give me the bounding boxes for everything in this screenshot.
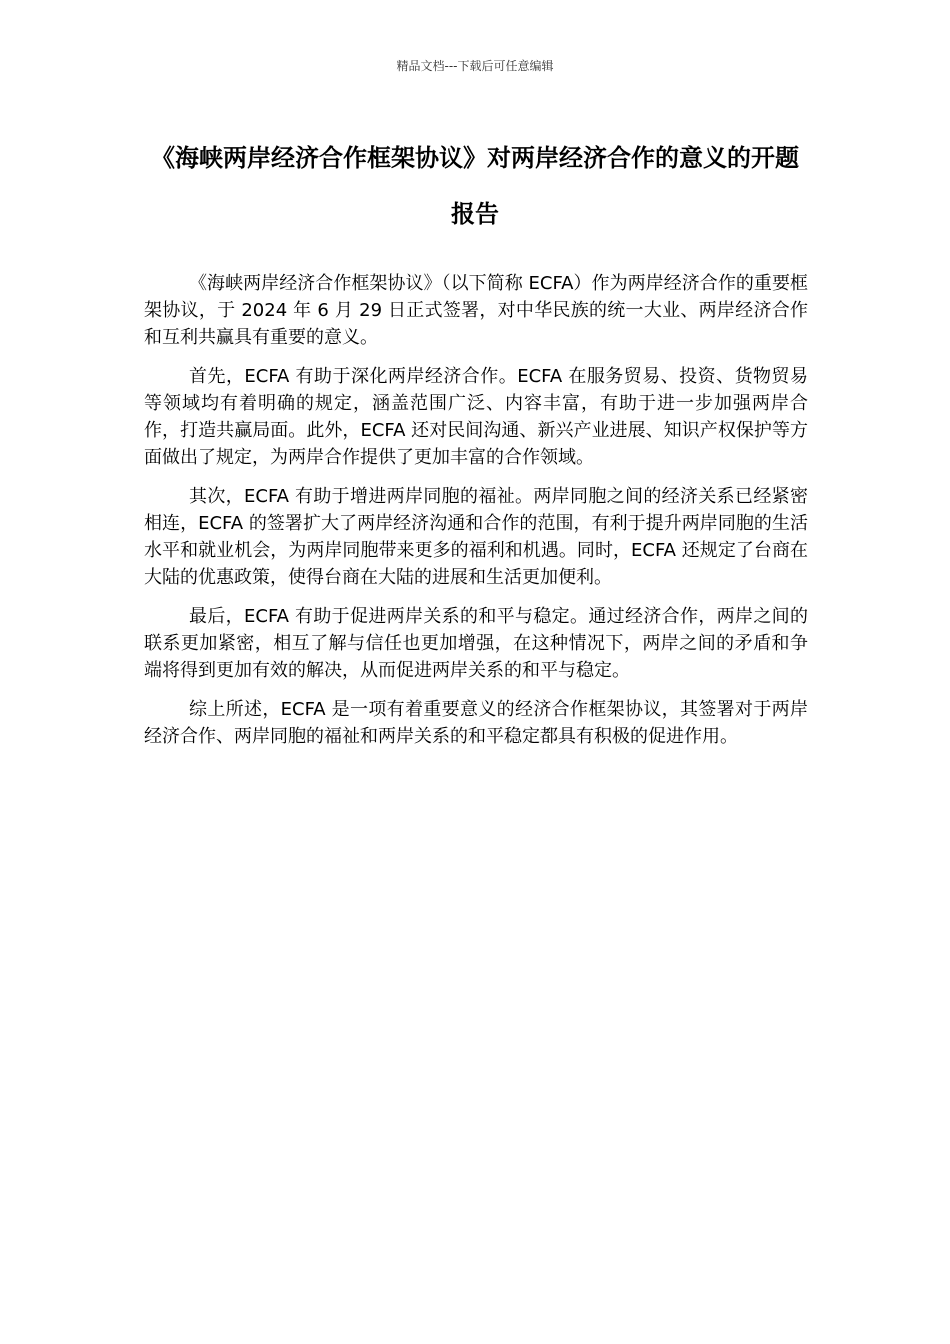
paragraph-intro: 《海峡两岸经济合作框架协议》（以下简称 ECFA）作为两岸经济合作的重要框架协议，于 2024 年 6 月 29 日正式签署，对中华民族的统一大业、两岸经济合作和互利共赢具有重要的意义。 xyxy=(144,273,808,348)
document-body xyxy=(144,270,808,762)
document-title: 《海峡两岸经济合作框架协议》对两岸经济合作的意义的开题报告 xyxy=(151,144,799,228)
paragraph-conclusion: 综上所述，ECFA 是一项有着重要意义的经济合作框架协议，其签署对于两岸经济合作、两岸同胞的福祉和两岸关系的和平稳定都具有积极的促进作用。 xyxy=(144,699,808,747)
paragraph-first: 首先，ECFA 有助于深化两岸经济合作。ECFA 在服务贸易、投资、货物贸易等领域均有着明确的规定，涵盖范围广泛、内容丰富，有助于进一步加强两岸合作，打造共赢局面。此外，ECFA 还对民间沟通、新兴产业进展、知识产权保护等方面做出了规定，为两岸合作提供了更加丰富的合作领域。 xyxy=(144,366,808,468)
paragraph-second: 其次，ECFA 有助于增进两岸同胞的福祉。两岸同胞之间的经济关系已经紧密相连，ECFA 的签署扩大了两岸经济沟通和合作的范围，有利于提升两岸同胞的生活水平和就业机会，为两岸同胞带来更多的福利和机遇。同时，ECFA 还规定了台商在大陆的优惠政策，使得台商在大陆的进展和生活更加便利。 xyxy=(144,486,808,588)
paragraph-third: 最后，ECFA 有助于促进两岸关系的和平与稳定。通过经济合作，两岸之间的联系更加紧密，相互了解与信任也更加增强，在这种情况下，两岸之间的矛盾和争端将得到更加有效的解决，从而促进两岸关系的和平与稳定。 xyxy=(144,606,808,681)
header-note: 精品文档---下载后可任意编辑 xyxy=(396,59,554,73)
